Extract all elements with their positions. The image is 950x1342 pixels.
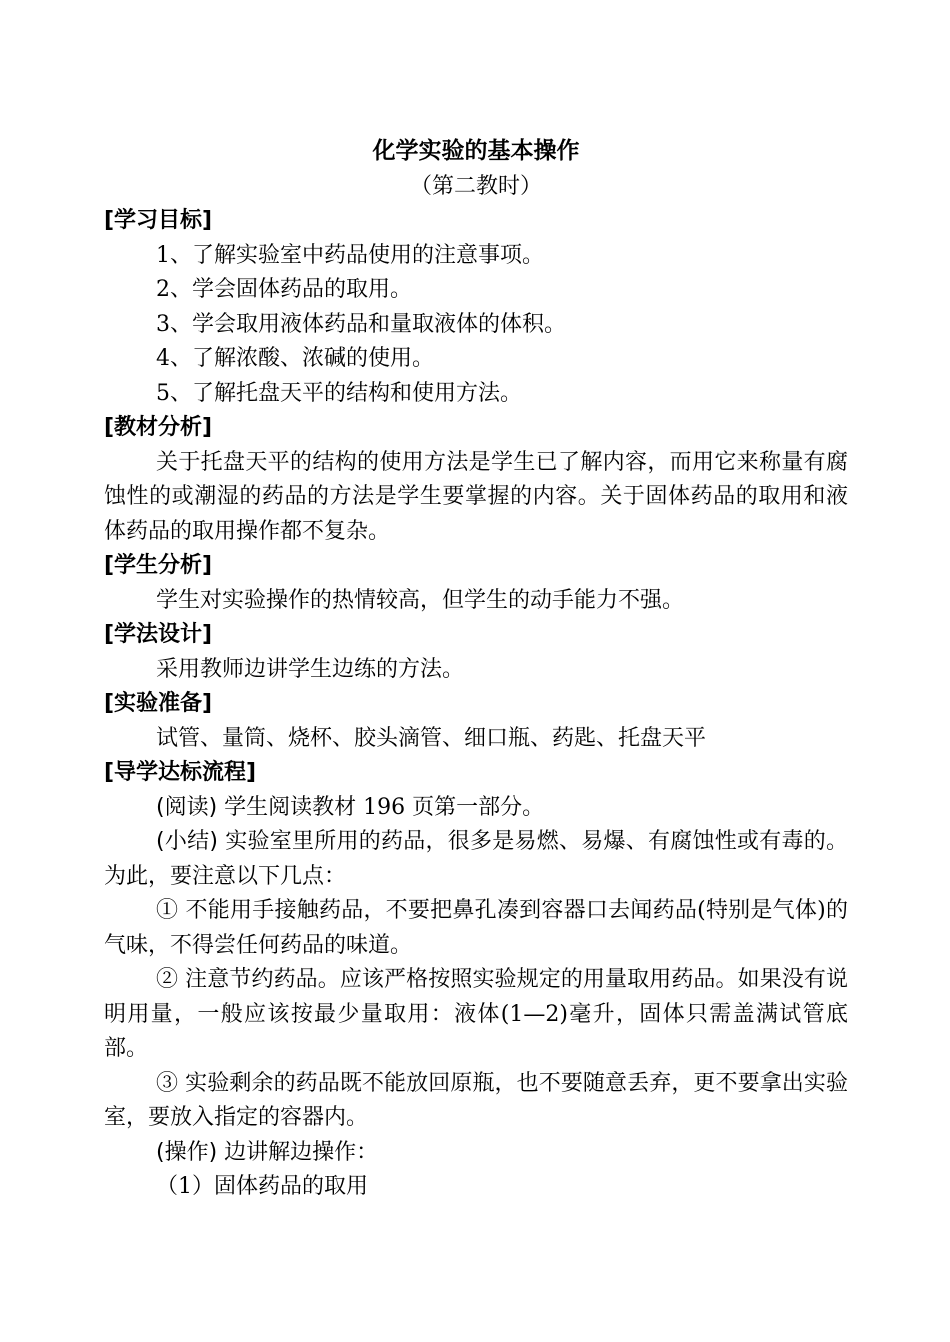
summary-tag: (小结) [156,829,218,854]
students-paragraph: 学生对实验操作的热情较高，但学生的动手能力不强。 [156,587,685,613]
prep-heading: [实验准备] [104,691,213,716]
prep-paragraph: 试管、量筒、烧杯、胶头滴管、细口瓶、药匙、托盘天平 [156,725,707,751]
objectives-heading: [学习目标] [104,208,213,233]
document-title: 化学实验的基本操作 [372,138,580,164]
operation-text: 边讲解边操作： [224,1139,379,1165]
objective-item: 5、了解托盘天平的结构和使用方法。 [156,380,522,406]
rule-1-paragraph: ① 不能用手接触药品，不要把鼻孔凑到容器口去闻药品(特别是气体)的气味，不得尝任何药品的味道。 [104,898,848,958]
students-heading: [学生分析] [104,553,213,578]
rule-2-paragraph: ② 注意节约药品。应该严格按照实验规定的用量取用药品。如果没有说明用量，一般应该按最少量取用：液体(1—2)毫升，固体只需盖满试管底部。 [104,967,848,1061]
method-heading: [学法设计] [104,622,213,647]
objective-item: 1、了解实验室中药品使用的注意事项。 [156,242,544,268]
document-subtitle: （第二教时） [409,174,542,199]
summary-text: 实验室里所用的药品，很多是易燃、易爆、有腐蚀性或有毒的。为此，要注意以下几点： [104,829,848,889]
flow-heading: [导学达标流程] [104,760,257,785]
method-paragraph: 采用教师边讲学生边练的方法。 [156,656,465,682]
read-paragraph [104,791,848,826]
rule-3-paragraph: ③ 实验剩余的药品既不能放回原瓶，也不要随意丢弃，更不要拿出实验室，要放入指定的容器内。 [104,1070,848,1130]
objective-item: 4、了解浓酸、浓碱的使用。 [156,346,434,371]
step-1-heading: （1）固体药品的取用 [156,1174,368,1199]
read-text: 学生阅读教材 196 页第一部分。 [224,794,545,820]
operation-paragraph [104,1136,848,1171]
material-heading: [教材分析] [104,415,213,440]
objective-item: 2、学会固体药品的取用。 [156,277,412,302]
operation-tag: (操作) [156,1139,218,1165]
document-page [104,132,848,1205]
summary-paragraph [104,825,848,894]
objective-item: 3、学会取用液体药品和量取液体的体积。 [156,311,566,337]
material-paragraph: 关于托盘天平的结构的使用方法是学生已了解内容，而用它来称量有腐蚀性的或潮湿的药品的方法是学生要掌握的内容。关于固体药品的取用和液体药品的取用操作都不复杂。 [104,449,848,544]
read-tag: (阅读) [156,794,218,820]
